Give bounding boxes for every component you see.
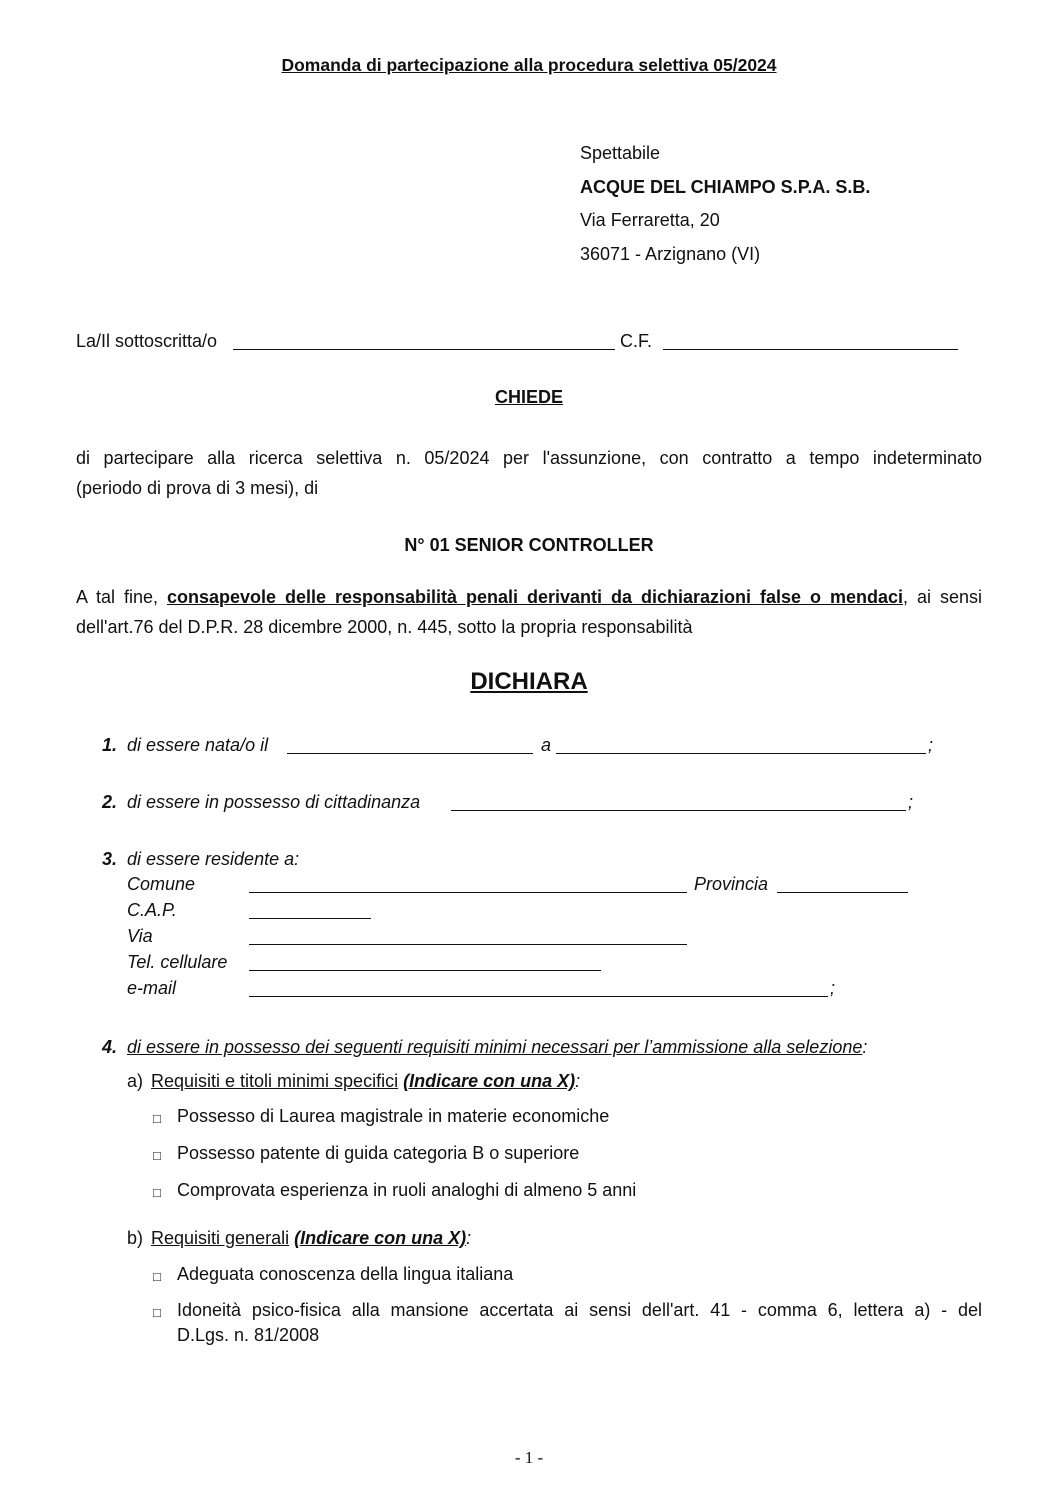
item-1-number: 1. [102,735,118,755]
section-a-title: Requisiti e titoli minimi specifici [151,1071,399,1091]
email-field[interactable] [249,996,828,997]
item-3-label: di essere residente a: [127,849,300,869]
recipient-salutation: Spettabile [580,143,661,163]
option-b-2-continued: D.Lgs. n. 81/2008 [177,1325,320,1345]
birth-date-field[interactable] [287,753,533,754]
section-a-letter: a) [127,1071,144,1091]
applicant-name-label: La/Il sottoscritta/o [76,331,218,351]
option-a-2: Possesso patente di guida categoria B o superiore [177,1143,580,1163]
document-title: Domanda di partecipazione alla procedura selettiva 05/2024 [281,55,777,75]
via-field[interactable] [249,944,687,945]
recipient-city: 36071 - Arzignano (VI) [580,244,761,264]
option-a-1: Possesso di Laurea magistrale in materie economiche [177,1106,610,1126]
option-b-1: Adeguata conoscenza della lingua italiana [177,1264,514,1284]
awareness-prefix: A tal fine, [76,587,167,607]
checkbox-a-1[interactable]: □ [153,1111,161,1126]
awareness-suffix: , ai sensi [903,587,982,607]
awareness-paragraph [76,582,982,642]
request-paragraph [76,443,982,503]
item-4-number: 4. [102,1037,118,1057]
item-2-end: ; [908,792,914,812]
section-b-note: (Indicare con una X) [294,1228,467,1248]
position-title: N° 01 SENIOR CONTROLLER [404,535,654,555]
request-line-1: di partecipare alla ricerca selettiva n. 05/2024 per l'assunzione, con contratto a tempo indeterminato [76,448,982,468]
item-4-colon: : [862,1037,868,1057]
provincia-label: Provincia [694,874,769,894]
applicant-cf-field[interactable] [663,349,958,350]
comune-field[interactable] [249,892,687,893]
checkbox-a-3[interactable]: □ [153,1185,161,1200]
applicant-name-field[interactable] [233,349,615,350]
item-1-end: ; [928,735,934,755]
item-1-connector: a [541,735,552,755]
item-2-label: di essere in possesso di cittadinanza [127,792,421,812]
tel-field[interactable] [249,970,601,971]
cap-field[interactable] [249,918,371,919]
provincia-field[interactable] [777,892,908,893]
section-b-heading [151,1228,471,1249]
item-4-label [127,1037,867,1058]
section-b-letter: b) [127,1228,144,1248]
tel-label: Tel. cellulare [127,952,228,972]
item-1-label: di essere nata/o il [127,735,269,755]
applicant-cf-label: C.F. [620,331,653,351]
item-2-number: 2. [102,792,118,812]
cap-label: C.A.P. [127,900,177,920]
request-heading: CHIEDE [494,387,563,407]
section-a-note: (Indicare con una X) [403,1071,576,1091]
email-label: e-mail [127,978,177,998]
checkbox-b-1[interactable]: □ [153,1269,161,1284]
section-a-heading [151,1071,580,1092]
awareness-line-1 [76,582,982,612]
recipient-company: ACQUE DEL CHIAMPO S.P.A. S.B. [580,177,871,197]
comune-label: Comune [127,874,196,894]
page-number: - 1 - [514,1448,544,1467]
checkbox-b-2[interactable]: □ [153,1305,161,1320]
via-label: Via [127,926,153,946]
birth-place-field[interactable] [556,753,926,754]
section-b-colon: : [466,1228,472,1248]
awareness-line-2: dell'art.76 del D.P.R. 28 dicembre 2000, n. 445, sotto la propria responsabilità [76,617,693,637]
item-4-text: di essere in possesso dei seguenti requisiti minimi necessari per l’ammissione alla selezione [127,1037,863,1057]
citizenship-field[interactable] [451,810,906,811]
item-3-end: ; [830,978,836,998]
declaration-heading: DICHIARA [470,668,588,695]
request-line-2: (periodo di prova di 3 mesi), di [76,478,319,498]
option-b-2: Idoneità psico-fisica alla mansione accertata ai sensi dell'art. 41 - comma 6, lettera a) - del [177,1300,982,1320]
item-3-number: 3. [102,849,118,869]
recipient-street: Via Ferraretta, 20 [580,210,720,230]
section-b-title: Requisiti generali [151,1228,290,1248]
option-a-3: Comprovata esperienza in ruoli analoghi di almeno 5 anni [177,1180,637,1200]
checkbox-a-2[interactable]: □ [153,1148,161,1163]
section-a-colon: : [575,1071,581,1091]
awareness-underlined: consapevole delle responsabilità penali derivanti da dichiarazioni false o mendaci [166,587,903,607]
